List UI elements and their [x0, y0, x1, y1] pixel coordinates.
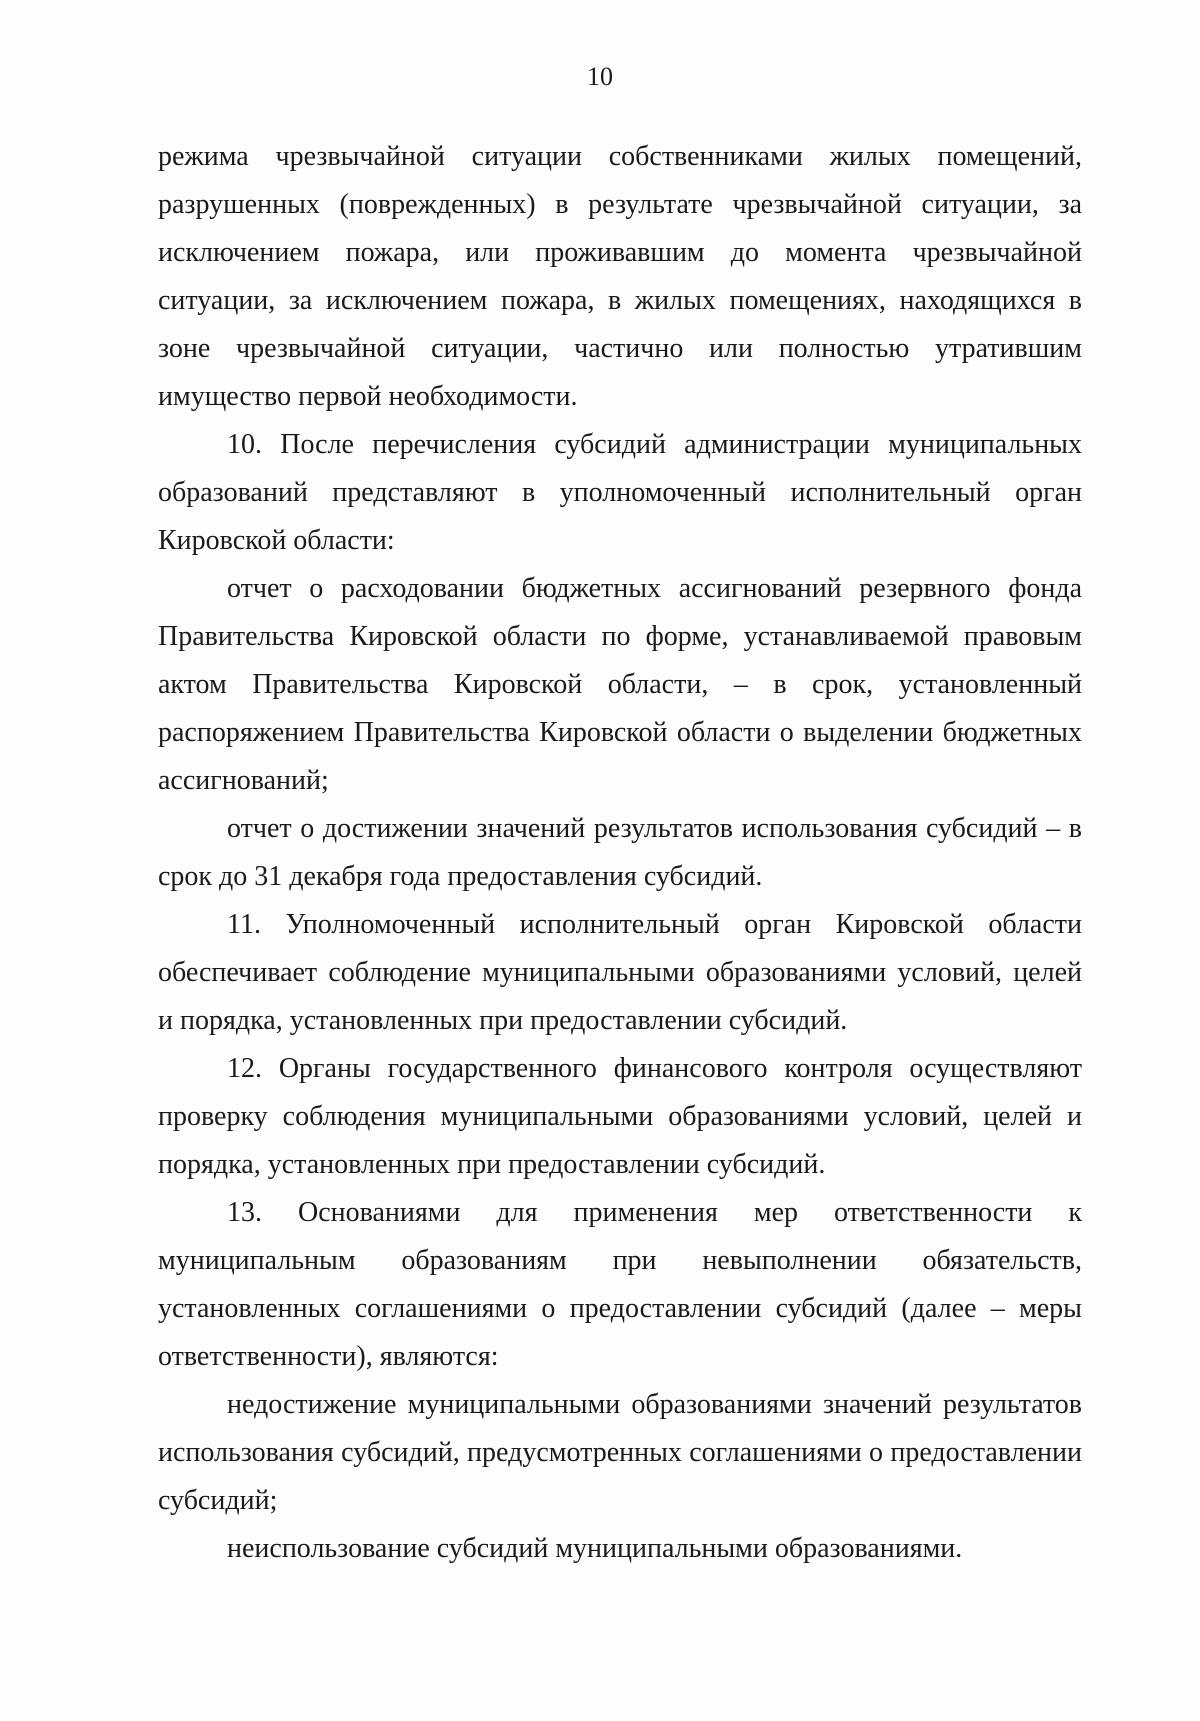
paragraph-non-use: неиспользование субсидий муниципальными образованиями.: [227, 1533, 963, 1564]
paragraph-report-results: отчет о достижении значений результатов использования субсидий – в срок до 31 декабря года предоставления субсидий.: [158, 813, 1082, 892]
paragraph-non-achievement: недостижение муниципальными образованиями значений результатов использования субсидий, предусмотренных соглашениями о предоставлении субсидий;: [158, 1389, 1082, 1516]
paragraph-item-13: 13. Основаниями для применения мер ответственности к муниципальным образованиям при невыполнении обязательств, установленных соглашениями о предоставлении субсидий (далее – меры ответственности), являются:: [158, 1197, 1082, 1372]
document-body: [158, 133, 1082, 1573]
paragraph-report-expenditure: отчет о расходовании бюджетных ассигнований резервного фонда Правительства Кировской области по форме, устанавливаемой правовым актом Правительства Кировской области, – в срок, установленный распоряжением Правительства Кировской области о выделении бюджетных ассигнований;: [158, 573, 1082, 796]
page-number: 10: [587, 62, 613, 91]
paragraph-item-11: 11. Уполномоченный исполнительный орган Кировской области обеспечивает соблюдение муниципальными образованиями условий, целей и порядка, установленных при предоставлении субсидий.: [158, 909, 1082, 1036]
paragraph-continuation: режима чрезвычайной ситуации собственниками жилых помещений, разрушенных (поврежденных) в результате чрезвычайной ситуации, за исключением пожара, или проживавшим до момента чрезвычайной ситуации, за исключением пожара, в жилых помещениях, находящихся в зоне чрезвычайной ситуации, частично или полностью утратившим имущество первой необходимости.: [158, 141, 1082, 412]
paragraph-item-10: 10. После перечисления субсидий администрации муниципальных образований представляют в уполномоченный исполнительный орган Кировской области:: [158, 429, 1082, 556]
paragraph-item-12: 12. Органы государственного финансового контроля осуществляют проверку соблюдения муниципальными образованиями условий, целей и порядка, установленных при предоставлении субсидий.: [158, 1053, 1082, 1180]
